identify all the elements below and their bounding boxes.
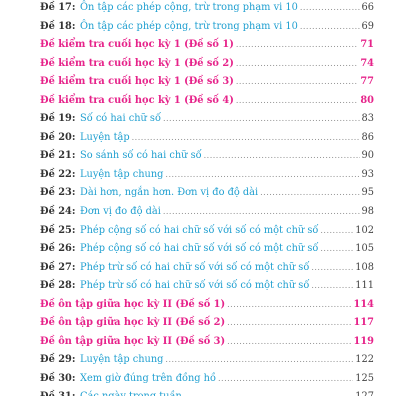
table-of-contents	[0, 2, 400, 402]
toc-entry-title: Đề kiểm tra cuối học kỳ 1 (Đề số 4)	[40, 94, 234, 106]
toc-entry	[40, 354, 374, 373]
toc-entry-title: Phép cộng số có hai chữ số với số có một chữ số	[80, 224, 319, 236]
dot-leader	[320, 226, 353, 235]
page-bottom-edge	[0, 396, 400, 402]
dot-leader	[132, 133, 360, 142]
dot-leader	[218, 374, 353, 383]
toc-entry	[40, 2, 374, 21]
toc-entry-number: Đề 26:	[40, 243, 76, 255]
toc-entry-page: 108	[355, 261, 374, 273]
toc-entry-title: Phép trừ số có hai chữ số với số có một chữ số	[80, 261, 310, 273]
toc-entry-title: Đề ôn tập giữa học kỳ II (Đề số 3)	[40, 335, 226, 347]
toc-entry-page: 74	[360, 57, 374, 69]
dot-leader	[165, 355, 353, 364]
toc-entry-page: 111	[355, 280, 374, 292]
toc-entry	[40, 21, 374, 40]
dot-leader	[236, 77, 359, 86]
toc-entry-title: Luyện tập	[80, 131, 130, 143]
dot-leader	[227, 318, 351, 327]
toc-entry-page: 122	[355, 354, 374, 366]
dot-leader	[163, 114, 360, 123]
toc-entry	[40, 243, 374, 262]
toc-entry	[40, 280, 374, 299]
toc-entry	[40, 336, 374, 355]
dot-leader	[311, 263, 353, 272]
toc-entry	[40, 95, 374, 114]
toc-entry-title: Đề kiểm tra cuối học kỳ 1 (Đề số 3)	[40, 76, 234, 88]
toc-entry-number: Đề 19:	[40, 113, 76, 125]
toc-entry	[40, 58, 374, 77]
toc-entry-page: 83	[361, 113, 374, 125]
toc-entry-number: Đề 27:	[40, 261, 76, 273]
toc-entry-page: 105	[355, 243, 374, 255]
dot-leader	[236, 40, 359, 49]
toc-entry-number: Đề 20:	[40, 131, 76, 143]
toc-entry	[40, 76, 374, 95]
toc-entry-page: 86	[361, 131, 374, 143]
toc-entry	[40, 206, 374, 225]
toc-entry-title: So sánh số có hai chữ số	[80, 150, 202, 162]
toc-entry-number: Đề 22:	[40, 168, 76, 180]
toc-entry-number: Đề 24:	[40, 206, 76, 218]
toc-entry-title: Luyện tập chung	[80, 168, 164, 180]
toc-entry-page: 114	[353, 298, 374, 310]
dot-leader	[320, 244, 353, 253]
dot-leader	[236, 96, 359, 105]
toc-entry	[40, 299, 374, 318]
toc-entry-page: 102	[355, 224, 374, 236]
dot-leader	[311, 281, 353, 290]
toc-entry-page: 95	[361, 187, 374, 199]
toc-list	[40, 2, 374, 410]
toc-entry-title: Ôn tập các phép cộng, trừ trong phạm vi 10	[80, 2, 298, 13]
toc-entry-page: 66	[361, 2, 374, 13]
dot-leader	[227, 337, 351, 346]
dot-leader	[236, 59, 359, 68]
toc-entry-page: 125	[355, 372, 374, 384]
toc-entry-title: Số có hai chữ số	[80, 113, 161, 125]
toc-entry-title: Đề kiểm tra cuối học kỳ 1 (Đề số 1)	[40, 39, 234, 51]
toc-entry-title: Phép cộng số có hai chữ số với số có một chữ số	[80, 243, 319, 255]
toc-entry-page: 90	[361, 150, 374, 162]
toc-entry-page: 80	[360, 94, 374, 106]
toc-entry-page: 69	[361, 20, 374, 32]
toc-entry-title: Xem giờ đúng trên đồng hồ	[80, 372, 216, 384]
toc-entry-title: Dài hơn, ngắn hơn. Đơn vị đo độ dài	[80, 187, 259, 199]
toc-entry-page: 98	[361, 206, 374, 218]
dot-leader	[204, 151, 360, 160]
toc-entry	[40, 225, 374, 244]
toc-entry-title: Đề ôn tập giữa học kỳ II (Đề số 1)	[40, 298, 226, 310]
toc-entry-page: 71	[360, 39, 374, 51]
dot-leader	[163, 207, 360, 216]
toc-entry	[40, 262, 374, 281]
toc-entry-title: Ôn tập các phép cộng, trừ trong phạm vi 10	[80, 20, 298, 32]
toc-entry-page: 77	[360, 76, 374, 88]
toc-entry-number: Đề 17:	[40, 2, 76, 13]
dot-leader	[300, 3, 360, 12]
toc-entry	[40, 39, 374, 58]
toc-entry	[40, 169, 374, 188]
toc-entry	[40, 132, 374, 151]
toc-entry-page: 93	[361, 168, 374, 180]
toc-entry-number: Đề 30:	[40, 372, 76, 384]
toc-entry	[40, 187, 374, 206]
dot-leader	[260, 188, 359, 197]
toc-entry-number: Đề 25:	[40, 224, 76, 236]
toc-entry-title: Luyện tập chung	[80, 354, 164, 366]
toc-entry	[40, 113, 374, 132]
toc-entry-number: Đề 28:	[40, 280, 76, 292]
toc-entry-page: 119	[353, 335, 374, 347]
toc-entry-number: Đề 23:	[40, 187, 76, 199]
toc-entry-title: Đơn vị đo độ dài	[80, 206, 161, 218]
toc-entry-number: Đề 18:	[40, 20, 76, 32]
toc-entry	[40, 317, 374, 336]
toc-entry-title: Phép trừ số có hai chữ số với số có một chữ số	[80, 280, 310, 292]
toc-entry-title: Đề kiểm tra cuối học kỳ 1 (Đề số 2)	[40, 57, 234, 69]
dot-leader	[227, 300, 351, 309]
toc-entry-number: Đề 29:	[40, 354, 76, 366]
toc-entry-page: 117	[353, 317, 374, 329]
dot-leader	[165, 170, 359, 179]
toc-entry-title: Đề ôn tập giữa học kỳ II (Đề số 2)	[40, 317, 226, 329]
toc-entry	[40, 373, 374, 392]
toc-entry	[40, 150, 374, 169]
dot-leader	[300, 22, 360, 31]
toc-entry-number: Đề 21:	[40, 150, 76, 162]
